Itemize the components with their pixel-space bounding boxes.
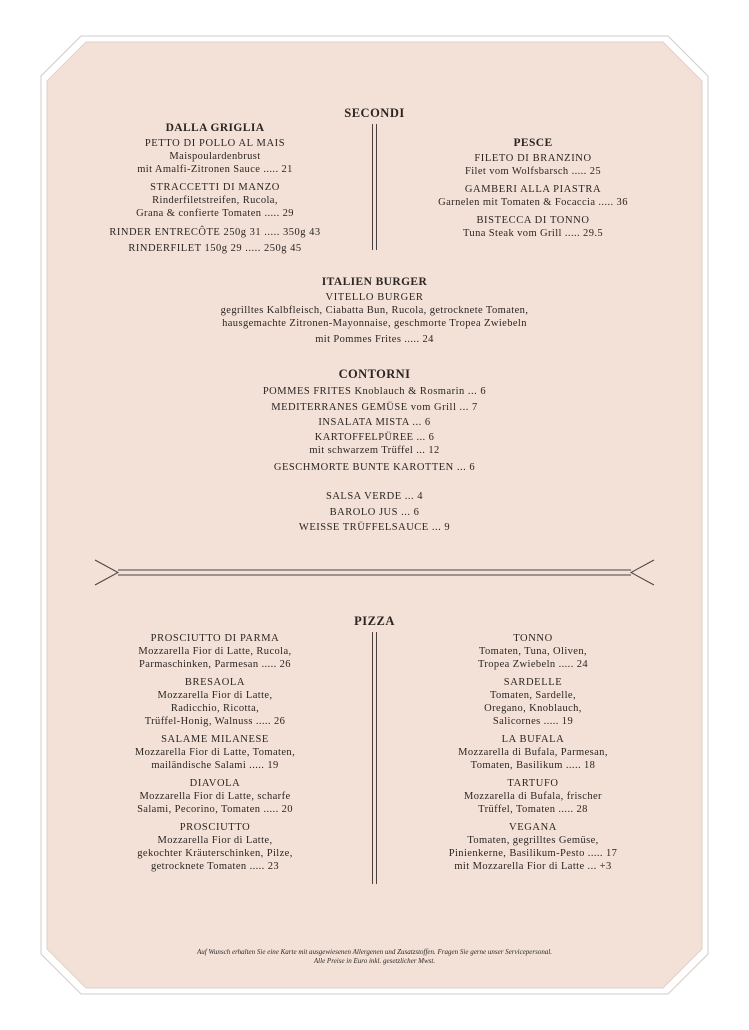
item-name: BRESAOLA [184,677,246,688]
pizza-item [95,821,335,873]
item-desc: Oregano, Knoblauch, [484,703,582,714]
item-desc: gekochter Kräuterschinken, Pilze, [137,848,293,859]
item-desc: mit Mozzarella Fior di Latte ... +3 [454,861,612,872]
contorni-item: POMMES FRITES Knoblauch & Rosmarin ... 6 [262,386,487,397]
item-desc: Mozzarella Fior di Latte, [157,690,273,701]
menu-item [95,137,335,176]
item-desc: gegrilltes Kalbfleisch, Ciabatta Bun, Rucola, getrocknete Tomaten, [220,305,529,316]
item-desc: Pinienkerne, Basilikum-Pesto ..... 17 [448,848,618,859]
menu-item [95,181,335,220]
item-desc: Mozzarella Fior di Latte, Tomaten, [134,747,296,758]
pizza-item [410,733,656,772]
item-name: VEGANA [509,822,557,833]
item-name: PETTO DI POLLO AL MAIS [144,138,286,149]
burger-section [100,276,649,346]
item-desc: Mozzarella Fior di Latte, scharfe [139,791,291,802]
item-desc: Trüffel, Tomaten ..... 28 [478,804,588,815]
menu-item [408,214,658,240]
item-name: PROSCIUTTO DI PARMA [150,633,280,644]
column-divider [372,124,378,250]
contorni-item: MEDITERRANES GEMÜSE vom Grill ... 7 [271,401,478,413]
contorni-item: GESCHMORTE BUNTE KAROTTEN ... 6 [273,461,476,473]
burger-title: ITALIEN BURGER [321,276,428,288]
item-desc: Parmaschinken, Parmesan ..... 26 [139,659,291,670]
sauce-item: WEISSE TRÜFFELSAUCE ... 9 [298,522,451,533]
item-desc: Mozzarella di Bufala, Parmesan, [458,747,608,758]
pesce-column [408,137,658,245]
item-desc: Tomaten, Tuna, Oliven, [478,646,588,657]
item-desc: Garnelen mit Tomaten & Focaccia ..... 36 [438,197,628,208]
price-note: Alle Preise in Euro inkl. gesetzlicher Mwst. [313,957,436,965]
column-divider [372,632,378,884]
item-name: BISTECCA DI TONNO [476,215,590,226]
item-desc: Salicornes ..... 19 [492,716,574,727]
item-desc: mit Pommes Frites ..... 24 [315,334,434,345]
item-desc: Mozzarella Fior di Latte, Rucola, [138,646,292,657]
item-name: TARTUFO [507,778,559,789]
item-name: FILETO DI BRANZINO [474,153,592,164]
sauce-item: BAROLO JUS ... 6 [329,506,420,518]
item-name: SALAME MILANESE [161,734,269,745]
item-name: SARDELLE [503,677,563,688]
pesce-title: PESCE [513,137,553,149]
pizza-item [95,632,335,671]
dalla-griglia-column [95,122,335,256]
contorni-item: mit schwarzem Trüffel ... 12 [309,444,440,456]
item-desc: Tomaten, gegrilltes Gemüse, [467,835,599,846]
item-desc: Tuna Steak vom Grill ..... 29.5 [462,228,604,239]
contorni-title: CONTORNI [338,367,411,381]
item-desc: Mozzarella Fior di Latte, [157,835,273,846]
pizza-item [410,777,656,816]
item-desc: Tropea Zwiebeln ..... 24 [477,659,589,670]
item-desc: getrocknete Tomaten ..... 23 [150,861,280,872]
item-name: PROSCIUTTO [179,822,251,833]
pizza-item [410,632,656,671]
pizza-right-column [410,632,656,878]
allergen-note: Auf Wunsch erhalten Sie eine Karte mit ausgewiesenen Allergenen und Zusatzstoffen. Fragen Sie gerne unser Servicepersonal. [196,948,553,956]
contorni-item: INSALATA MISTA ... 6 [318,417,431,428]
pizza-item [95,676,335,728]
item-desc: Maispoulardenbrust [169,151,261,162]
item-desc: Salami, Pecorino, Tomaten ..... 20 [137,804,293,815]
pizza-item [95,733,335,772]
item-name: TONNO [513,633,553,644]
item-desc: mailändische Salami ..... 19 [151,760,279,771]
item-desc: Rinderfiletstreifen, Rucola, [152,195,278,206]
pizza-left-column [95,632,335,878]
pizza-item [410,821,656,873]
item-name: STRACCETTI DI MANZO [150,182,280,193]
item-name: GAMBERI ALLA PIASTRA [464,184,602,195]
contorni-item: KARTOFFELPÜREE ... 6 [314,431,435,443]
item-desc: Grana & confierte Tomaten ..... 29 [136,208,294,219]
pizza-item [410,676,656,728]
item-name: DIAVOLA [189,778,241,789]
item-desc: Tomaten, Sardelle, [489,690,577,701]
item-desc: Radicchio, Ricotta, [170,703,260,714]
item-name: VITELLO BURGER [325,292,424,303]
menu-item [408,183,658,209]
item-line: RINDER ENTRECÔTE 250g 31 ..... 350g 43 [109,227,321,238]
sauce-item: SALSA VERDE ... 4 [326,491,423,502]
item-desc: mit Amalfi-Zitronen Sauce ..... 21 [137,164,293,175]
pizza-title: PIZZA [354,614,395,628]
dalla-griglia-title: DALLA GRIGLIA [165,122,265,134]
item-desc: Tomaten, Basilikum ..... 18 [470,760,596,771]
pizza-item [95,777,335,816]
menu-item [408,152,658,178]
item-line: RINDERFILET 150g 29 ..... 250g 45 [128,242,302,254]
item-desc: Filet vom Wolfsbarsch ..... 25 [464,166,602,177]
contorni-section [100,367,649,536]
item-name: LA BUFALA [501,734,565,745]
item-desc: Trüffel-Honig, Walnuss ..... 26 [144,716,286,727]
item-desc: Mozzarella di Bufala, frischer [464,791,602,802]
footer-note [0,948,749,966]
secondi-title: SECONDI [344,106,405,120]
item-desc: hausgemachte Zitronen-Mayonnaise, geschmorte Tropea Zwiebeln [222,318,527,329]
